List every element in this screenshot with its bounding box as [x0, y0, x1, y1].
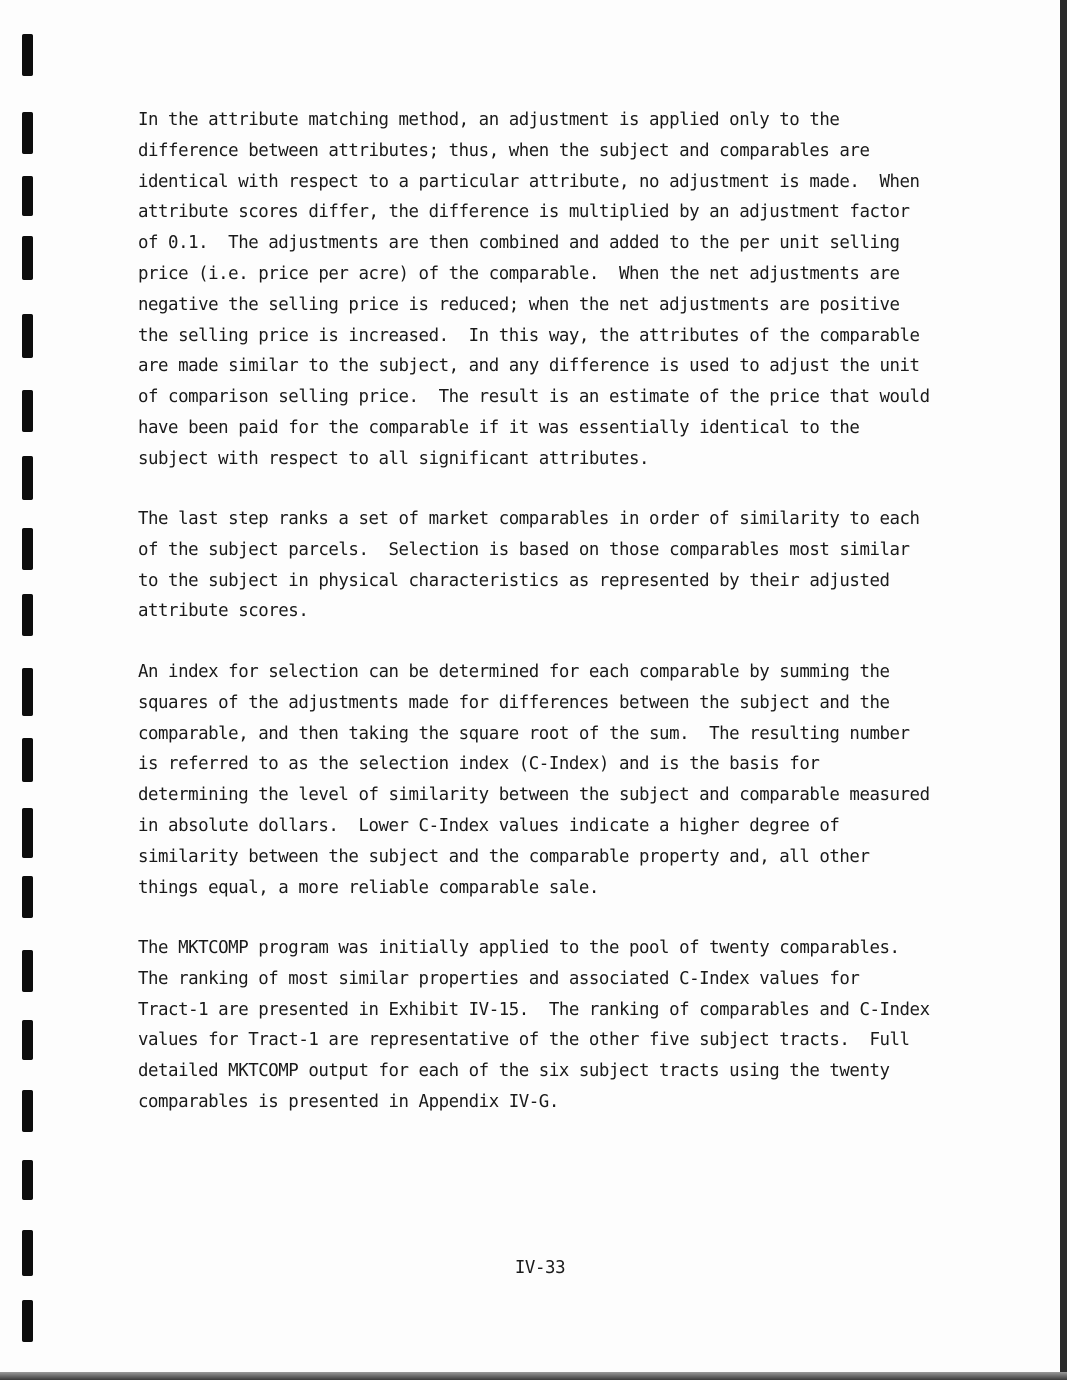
- binder-mark: [22, 738, 33, 782]
- text-line: Tract-1 are presented in Exhibit IV-15. The ranking of comparables and C-Index: [138, 999, 930, 1020]
- binder-mark: [22, 390, 33, 432]
- text-line: attribute scores.: [138, 601, 309, 622]
- scan-right-edge: [1060, 0, 1067, 1380]
- text-line: squares of the adjustments made for differences between the subject and the: [138, 692, 890, 713]
- text-line: the selling price is increased. In this way, the attributes of the comparable: [138, 325, 920, 346]
- text-line: negative the selling price is reduced; when the net adjustments are positive: [138, 294, 900, 315]
- text-line: The MKTCOMP program was initially applied to the pool of twenty comparables.: [138, 938, 900, 958]
- binder-mark: [22, 528, 33, 570]
- binder-mark: [22, 950, 33, 992]
- text-line: The last step ranks a set of market comparables in order of similarity to each: [138, 509, 920, 529]
- text-line: is referred to as the selection index (C-Index) and is the basis for: [138, 754, 820, 775]
- text-line: to the subject in physical characteristics as represented by their adjusted: [138, 570, 890, 591]
- binder-mark: [22, 1300, 33, 1342]
- binder-mark: [22, 1230, 33, 1276]
- text-line: have been paid for the comparable if it was essentially identical to the: [138, 417, 860, 438]
- paragraph-mktcomp-program: [138, 933, 968, 1118]
- binder-mark: [22, 1090, 33, 1132]
- text-line: detailed MKTCOMP output for each of the six subject tracts using the twenty: [138, 1061, 890, 1082]
- paragraph-selection-index: [138, 657, 968, 903]
- text-line: similarity between the subject and the comparable property and, all other: [138, 846, 870, 867]
- text-line: determining the level of similarity between the subject and comparable measured: [138, 785, 930, 806]
- binder-mark: [22, 456, 33, 500]
- page-number: IV-33: [514, 1258, 566, 1278]
- binder-mark: [22, 1160, 33, 1200]
- text-line: In the attribute matching method, an adjustment is applied only to the: [138, 110, 840, 130]
- text-line: An index for selection can be determined for each comparable by summing the: [138, 662, 890, 682]
- binder-mark: [22, 808, 33, 858]
- text-line: are made similar to the subject, and any difference is used to adjust the unit: [138, 356, 920, 377]
- text-line: identical with respect to a particular attribute, no adjustment is made. When: [138, 171, 920, 192]
- text-line: attribute scores differ, the difference is multiplied by an adjustment factor: [138, 202, 910, 223]
- text-line: in absolute dollars. Lower C-Index values indicate a higher degree of: [138, 815, 840, 836]
- binder-mark: [22, 876, 33, 918]
- text-line: The ranking of most similar properties and associated C-Index values for: [138, 968, 860, 989]
- text-line: difference between attributes; thus, when the subject and comparables are: [138, 140, 870, 161]
- text-line: of 0.1. The adjustments are then combined and added to the per unit selling: [138, 233, 900, 254]
- binder-mark: [22, 236, 33, 280]
- text-line: subject with respect to all significant attributes.: [138, 448, 650, 469]
- paragraph-ranking-step: [138, 504, 968, 627]
- paragraph-attribute-matching: [138, 105, 968, 475]
- binder-mark: [22, 314, 33, 358]
- text-line: comparable, and then taking the square root of the sum. The resulting number: [138, 723, 910, 744]
- text-line: comparables is presented in Appendix IV-G.: [138, 1091, 559, 1112]
- text-line: of the subject parcels. Selection is based on those comparables most similar: [138, 539, 910, 560]
- scan-bottom-edge: [0, 1372, 1067, 1380]
- binder-mark: [22, 34, 33, 76]
- binder-mark: [22, 668, 33, 716]
- binder-mark: [22, 176, 33, 216]
- text-line: price (i.e. price per acre) of the comparable. When the net adjustments are: [138, 263, 900, 284]
- text-line: things equal, a more reliable comparable sale.: [138, 877, 599, 898]
- binder-mark: [22, 594, 33, 636]
- binder-mark: [22, 112, 33, 154]
- text-line: of comparison selling price. The result is an estimate of the price that would: [138, 387, 930, 408]
- binder-mark: [22, 1020, 33, 1060]
- text-line: values for Tract-1 are representative of the other five subject tracts. Full: [138, 1030, 910, 1051]
